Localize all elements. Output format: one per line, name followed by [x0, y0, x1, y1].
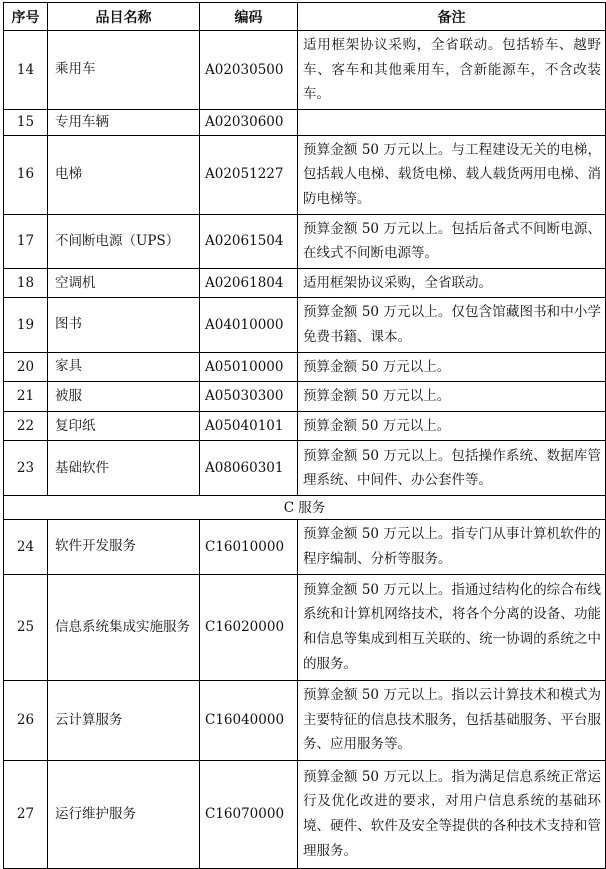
- row-seq: 18: [4, 268, 48, 298]
- row-name: 运行维护服务: [48, 760, 200, 868]
- row-note: [298, 109, 606, 135]
- row-note: 预算金额 50 万元以上。: [298, 411, 606, 441]
- row-seq: 15: [4, 109, 48, 135]
- row-seq: 16: [4, 135, 48, 214]
- row-seq: 23: [4, 441, 48, 496]
- table-row: [4, 135, 606, 214]
- row-note: 预算金额 50 万元以上。: [298, 352, 606, 382]
- row-code: C16010000: [200, 520, 298, 574]
- row-seq: 25: [4, 574, 48, 680]
- row-code: A08060301: [200, 441, 298, 496]
- table-row: [4, 214, 606, 268]
- row-note: 预算金额 50 万元以上。指专门从事计算机软件的程序编制、分析等服务。: [298, 520, 606, 574]
- row-code: C16070000: [200, 760, 298, 868]
- table-row: [4, 31, 606, 110]
- row-code: A02061804: [200, 268, 298, 298]
- row-name: 图书: [48, 298, 200, 352]
- row-code: A04010000: [200, 298, 298, 352]
- header-name: 品目名称: [48, 3, 200, 31]
- row-seq: 14: [4, 31, 48, 110]
- row-name: 云计算服务: [48, 680, 200, 760]
- header-code: 编码: [200, 3, 298, 31]
- row-note: 预算金额 50 万元以上。与工程建设无关的电梯，包括载人电梯、载货电梯、载人载货两用电梯、消防电梯等。: [298, 135, 606, 214]
- row-seq: 20: [4, 352, 48, 382]
- row-seq: 21: [4, 382, 48, 412]
- table-row: [4, 109, 606, 135]
- table-row: [4, 760, 606, 868]
- row-code: C16020000: [200, 574, 298, 680]
- row-name: 乘用车: [48, 31, 200, 110]
- row-name: 电梯: [48, 135, 200, 214]
- row-note: 预算金额 50 万元以上。指为满足信息系统正常运行及优化改进的要求，对用户信息系统的基础环境、硬件、软件及安全等提供的各种技术支持和管理服务。: [298, 760, 606, 868]
- row-name: 空调机: [48, 268, 200, 298]
- row-note: 预算金额 50 万元以上。包括操作系统、数据库管理系统、中间件、办公套件等。: [298, 441, 606, 496]
- row-note: 适用框架协议采购，全省联动。: [298, 268, 606, 298]
- procurement-catalog-table: [3, 2, 606, 869]
- table-row: [4, 298, 606, 352]
- row-name: 软件开发服务: [48, 520, 200, 574]
- row-note: 适用框架协议采购，全省联动。包括轿车、越野车、客车和其他乘用车，含新能源车，不含改装车。: [298, 31, 606, 110]
- row-seq: 24: [4, 520, 48, 574]
- section-title-services: C 服务: [4, 496, 606, 520]
- row-seq: 17: [4, 214, 48, 268]
- row-seq: 22: [4, 411, 48, 441]
- row-seq: 19: [4, 298, 48, 352]
- row-code: A05010000: [200, 352, 298, 382]
- table-row: [4, 441, 606, 496]
- row-seq: 26: [4, 680, 48, 760]
- row-note: 预算金额 50 万元以上。: [298, 382, 606, 412]
- table-row: [4, 411, 606, 441]
- row-note: 预算金额 50 万元以上。仅包含馆藏图书和中小学免费书籍、课本。: [298, 298, 606, 352]
- table-row: [4, 680, 606, 760]
- row-note: 预算金额 50 万元以上。指以云计算技术和模式为主要特征的信息技术服务，包括基础服务、平台服务、应用服务等。: [298, 680, 606, 760]
- row-name: 信息系统集成实施服务: [48, 574, 200, 680]
- row-name: 专用车辆: [48, 109, 200, 135]
- table-row: [4, 268, 606, 298]
- table-row: [4, 352, 606, 382]
- table-row: [4, 382, 606, 412]
- row-code: A05040101: [200, 411, 298, 441]
- row-code: A02030600: [200, 109, 298, 135]
- row-note: 预算金额 50 万元以上。指通过结构化的综合布线系统和计算机网络技术，将各个分离的设备、功能和信息等集成到相互关联的、统一协调的系统之中的服务。: [298, 574, 606, 680]
- header-row: [4, 3, 606, 31]
- row-name: 基础软件: [48, 441, 200, 496]
- section-row: [4, 496, 606, 520]
- row-name: 复印纸: [48, 411, 200, 441]
- row-seq: 27: [4, 760, 48, 868]
- row-name: 不间断电源（UPS）: [48, 214, 200, 268]
- table-row: [4, 520, 606, 574]
- row-name: 家具: [48, 352, 200, 382]
- row-code: A02051227: [200, 135, 298, 214]
- row-code: A02030500: [200, 31, 298, 110]
- header-note: 备注: [298, 3, 606, 31]
- row-code: A05030300: [200, 382, 298, 412]
- table-row: [4, 574, 606, 680]
- row-note: 预算金额 50 万元以上。包括后备式不间断电源、在线式不间断电源等。: [298, 214, 606, 268]
- row-code: A02061504: [200, 214, 298, 268]
- header-seq: 序号: [4, 3, 48, 31]
- row-code: C16040000: [200, 680, 298, 760]
- row-name: 被服: [48, 382, 200, 412]
